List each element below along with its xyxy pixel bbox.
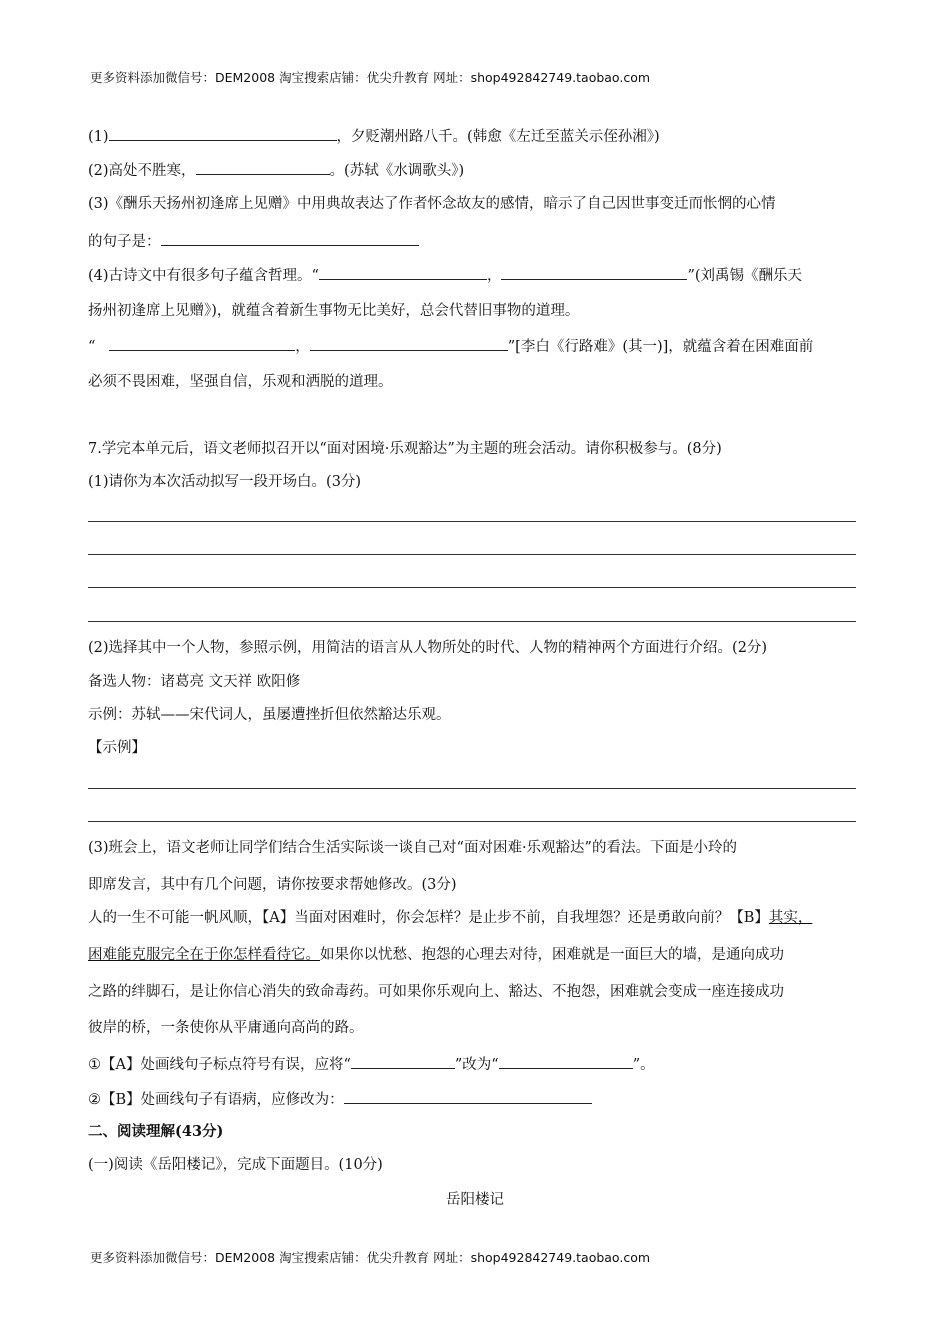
q7-b-question xyxy=(88,1089,592,1110)
page-footer: 更多资料添加微信号：DEM2008 淘宝搜索店铺：优尖升教育 网址：shop492842749.taobao.com xyxy=(90,1250,651,1265)
item-text: ， xyxy=(486,268,502,284)
section-heading: 二、阅读理解(43分) xyxy=(88,1123,224,1140)
speech-line-3: 之路的绊脚石，是让你信心消失的致命毒药。可如果你乐观向上、豁达、不抱怨，困难就会变成一座连接成功 xyxy=(88,984,784,1000)
item-text: “ xyxy=(88,339,96,355)
answer-line[interactable] xyxy=(88,521,856,522)
answer-blank[interactable] xyxy=(109,126,337,141)
q6-item-4-line4: 必须不畏困难，坚强自信，乐观和洒脱的道理。 xyxy=(88,374,393,390)
item-number: (1) xyxy=(88,129,109,145)
answer-line[interactable] xyxy=(88,587,856,588)
q7-a-question xyxy=(88,1054,655,1075)
q7-candidates: 备选人物：诸葛亮 文天祥 欧阳修 xyxy=(88,674,301,690)
answer-blank[interactable] xyxy=(196,160,330,175)
q6-item-3-line1: (3)《酬乐天扬州初逢席上见赠》中用典故表达了作者怀念故友的感情，暗示了自己因世事变迁而怅惘的心情 xyxy=(88,196,776,212)
item-text: ②【B】处画线句子有语病，应修改为： xyxy=(88,1092,344,1108)
speech-line-2 xyxy=(88,945,784,965)
answer-line[interactable] xyxy=(88,821,856,822)
answer-blank[interactable] xyxy=(501,265,687,280)
q7-title: 7.学完本单元后，语文老师拟召开以“面对困境·乐观豁达”为主题的班会活动。请你积极参与。(8分) xyxy=(88,441,722,457)
item-text: 的句子是： xyxy=(88,234,161,250)
item-text: ”改为“ xyxy=(454,1057,499,1073)
answer-line[interactable] xyxy=(88,621,856,622)
answer-blank[interactable] xyxy=(319,265,487,280)
item-text: ”[李白《行路难》(其一)]，就蕴含着在困难面前 xyxy=(507,339,814,355)
speech-text: 如果你以忧愁、抱怨的心理去对待，困难就是一面巨大的墙，是通向成功 xyxy=(320,947,784,963)
item-text: (4)古诗文中有很多句子蕴含哲理。“ xyxy=(88,268,319,284)
speech-line-4: 彼岸的桥，一条使你从平庸通向高尚的路。 xyxy=(88,1020,364,1036)
item-text: 。(苏轼《水调歌头》) xyxy=(329,163,465,179)
speech-underlined: 困难能克服完全在于你怎样看待它。 xyxy=(88,947,320,963)
speech-underlined: 其实， xyxy=(768,910,813,926)
q6-item-4-line2: 扬州初逢席上见赠》)，就蕴含着新生事物无比美好，总会代替旧事物的道理。 xyxy=(88,303,580,319)
reading-intro: (一)阅读《岳阳楼记》，完成下面题目。(10分) xyxy=(88,1157,383,1173)
q6-item-3-line2 xyxy=(88,231,419,252)
answer-line[interactable] xyxy=(88,788,856,789)
answer-blank[interactable] xyxy=(310,336,508,351)
speech-text: 人的一生不可能一帆风顺，【A】当面对困难时，你会怎样？是止步不前，自我埋怨？还是勇敢向前？【B】 xyxy=(88,910,769,926)
q6-item-1 xyxy=(88,126,660,147)
q6-item-4-line3 xyxy=(88,336,813,357)
answer-blank[interactable] xyxy=(109,336,295,351)
q6-item-2 xyxy=(88,160,464,181)
speech-line-1 xyxy=(88,908,812,928)
item-text: ①【A】处画线句子标点符号有误，应将“ xyxy=(88,1057,351,1073)
answer-line[interactable] xyxy=(88,554,856,555)
passage-title: 岳阳楼记 xyxy=(446,1192,504,1208)
q7-example-label: 【示例】 xyxy=(88,740,146,756)
q7-sub-3-line2: 即席发言，其中有几个问题，请你按要求帮她修改。(3分) xyxy=(88,877,457,893)
item-text: ，夕贬潮州路八千。(韩愈《左迁至蓝关示侄孙湘》) xyxy=(336,129,660,145)
page-header: 更多资料添加微信号：DEM2008 淘宝搜索店铺：优尖升教育 网址：shop492842749.taobao.com xyxy=(90,70,651,85)
q7-sub-3-line1: (3)班会上，语文老师让同学们结合生活实际谈一谈自己对“面对困难·乐观豁达”的看法。下面是小玲的 xyxy=(88,840,737,856)
item-text: (2)高处不胜寒， xyxy=(88,163,196,179)
q6-item-4-line1 xyxy=(88,265,802,286)
answer-blank[interactable] xyxy=(161,231,419,246)
answer-blank[interactable] xyxy=(344,1089,592,1104)
answer-blank[interactable] xyxy=(499,1054,633,1069)
item-text: ”。 xyxy=(632,1057,655,1073)
answer-blank[interactable] xyxy=(351,1054,455,1069)
q7-example: 示例：苏轼——宋代词人，虽屡遭挫折但依然豁达乐观。 xyxy=(88,707,451,723)
q7-sub-2: (2)选择其中一个人物，参照示例，用简洁的语言从人物所处的时代、人物的精神两个方面进行介绍。(2分) xyxy=(88,640,768,656)
item-text: ”(刘禹锡《酬乐天 xyxy=(687,268,803,284)
item-text: ， xyxy=(295,339,310,355)
q7-sub-1: (1)请你为本次活动拟写一段开场白。(3分) xyxy=(88,474,362,490)
